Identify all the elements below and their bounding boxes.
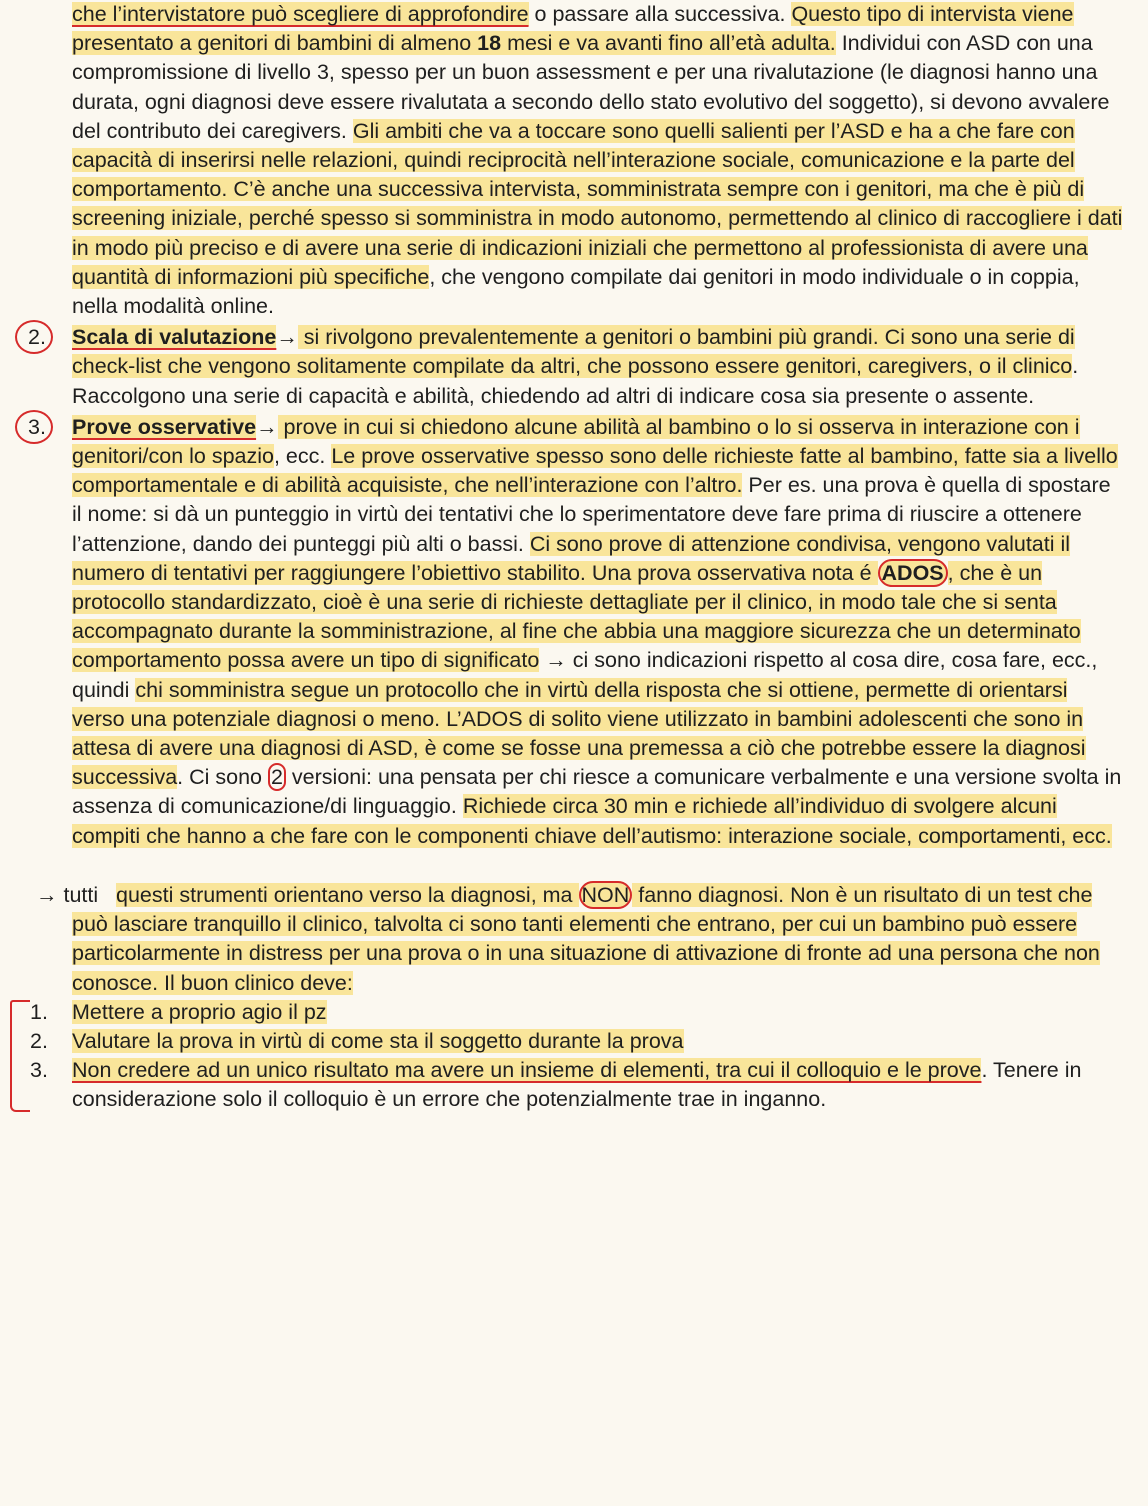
item3-s4: Per es. una prova è quella di spostare il nome: si dà un punteggio in virtù dei tentativi che lo sperimentatore deve fare prima di riuscire a ottenere l’attenzione, dando dei punteggi più alti o bassi. [72, 473, 1111, 556]
step-number: 2. [30, 1028, 48, 1053]
term-scala-di-valutazione: Scala di valutazione [72, 325, 277, 350]
arrow-2: → [276, 325, 298, 350]
item3-s11: Richiede circa 30 min e richiede all’individuo di svolgere alcuni compiti che hanno a che fare con le componenti chiave dell’autismo: interazione sociale, comportamenti, ecc. [72, 794, 1112, 848]
item3-s10: versioni: una pensata per chi riesce a comunicare verbalmente e una versione svolta in assenza di comunicazione/di linguaggio. [72, 765, 1122, 819]
intro-s2: o passare alla successiva. [528, 2, 792, 26]
item2-s2: . Raccolgono una serie di capacità e abilità, chiedendo ad altri di indicare cosa sia presente o assente. [72, 354, 1079, 408]
ados-circled: ADOS [878, 559, 948, 587]
term-prove-osservative: Prove osservative [72, 414, 257, 439]
intro-s1: che l’intervistatore può scegliere di approfondire [72, 2, 529, 26]
step-text: Valutare la prova in virtù di come sta il soggetto durante la prova [72, 1028, 684, 1053]
conclusion-paragraph [0, 881, 1148, 998]
conclusion-s2: fanno diagnosi. Non è un risultato di un test che può lasciare tranquillo il clinico, talvolta ci sono tanti elementi che entrano, per cui un bambino può essere particolarmente in distress per una prova o in una situazione di attivazione di fronte ad una persona che non conosce. Il buon clinico deve: [72, 882, 1100, 995]
step-text: Mettere a proprio agio il pz [72, 999, 327, 1024]
intro-s5: Individui con ASD con una compromissione di livello 3, spesso per un buon assessment e per una rivalutazione (le diagnosi hanno una durata, ogni diagnosi deve essere rivalutata a secondo dello stato evolutivo del soggetto), si devono avvalere del contributo dei caregivers. [72, 31, 1110, 143]
list-item-scala [0, 323, 1148, 411]
arrow-3: → [256, 414, 278, 439]
item3-s8: chi somministra segue un protocollo che in virtù della risposta che si ottiene, permette di orientarsi verso una potenziale diagnosi o meno. L’ADOS di solito viene utilizzato in bambini adolescenti che sono in attesa di avere una diagnosi di ASD, è come se fosse una premessa a ciò che potrebbe essere la diagnosi successiva [72, 677, 1086, 790]
step-number: 1. [30, 999, 48, 1024]
item3-s6: , che è un protocollo standardizzato, cioè è una serie di richieste dettagliate per il clinico, in modo tale che si senta accompagnato durante la somministrazione, al fine che abbia una maggiore sicurezza che un determinato comportamento possa avere un tipo di significato [72, 560, 1081, 673]
intro-s6: Gli ambiti che va a toccare sono quelli salienti per l’ASD e ha a che fare con capacità di inserirsi nelle relazioni, quindi reciprocità nell’interazione sociale, comunicazione e la parte del comportamento. C’è anche una successiva intervista, somministrata sempre con i genitori, ma che è più di screening iniziale, perché spesso si somministra in modo autonomo, permettendo al clinico di raccogliere i dati in modo più preciso e di avere una serie di indicazioni iniziali che permettono al professionista di avere una quantità di informazioni più specifiche [72, 118, 1123, 289]
intro-s7: , che vengono compilate dai genitori in modo individuale o in coppia, nella modalità online. [72, 264, 1080, 319]
conclusion-s1: questi strumenti orientano verso la diagnosi, ma [116, 882, 579, 907]
step-text: Non credere ad un unico risultato ma avere un insieme di elementi, tra cui il colloquio e le prove [72, 1058, 982, 1083]
step-rest: . Tenere in considerazione solo il colloquio è un errore che potenzialmente trae in inganno. [72, 1058, 1082, 1112]
list-number-3: 3. [28, 414, 46, 439]
intro-s4: mesi e va avanti fino all’età adulta. [501, 31, 836, 56]
circle-mark-3 [15, 410, 53, 444]
step-item [0, 998, 1148, 1027]
conclusion-lead: → tutti [36, 882, 99, 907]
item3-s5: Ci sono prove di attenzione condivisa, vengono valutati il numero di tentativi per raggiungere l’obiettivo stabilito. Una prova osservativa nota é [72, 531, 1071, 585]
item3-s3: Le prove osservative spesso sono delle richieste fatte al bambino, fatte sia a livello comportamentale e di abilità acquisiste, che nell’interazione con l’altro. [72, 444, 1118, 498]
circle-mark-2 [15, 320, 53, 354]
non-circled: NON [579, 881, 633, 909]
item3-s1: prove in cui si chiedono alcune abilità al bambino o lo si osserva in interazione con i genitori/con lo spazio [72, 414, 1080, 469]
item3-s2: , ecc. [273, 444, 332, 469]
step-item [0, 1027, 1148, 1056]
item3-s9: . Ci sono [177, 765, 268, 790]
list-number-2: 2. [28, 325, 46, 350]
list-item-prove [0, 413, 1148, 851]
intro-s3-bold: 18 [477, 31, 502, 56]
two-circled: 2 [268, 763, 286, 791]
step-number: 3. [30, 1058, 48, 1083]
intro-s3-text: Questo tipo di intervista viene presentato a genitori di bambini di almeno [72, 2, 1074, 56]
clinician-steps [0, 998, 1148, 1115]
item2-s1: si rivolgono prevalentemente a genitori o bambini più grandi. Ci sono una serie di check-list che vengono solitamente compilate da altri, che possono essere genitori, caregivers, o il clinico [72, 325, 1075, 379]
intro-paragraph [0, 0, 1148, 321]
item3-s7: → ci sono indicazioni rispetto al cosa dire, cosa fare, ecc., quindi [72, 648, 1098, 702]
step-item [0, 1056, 1148, 1114]
